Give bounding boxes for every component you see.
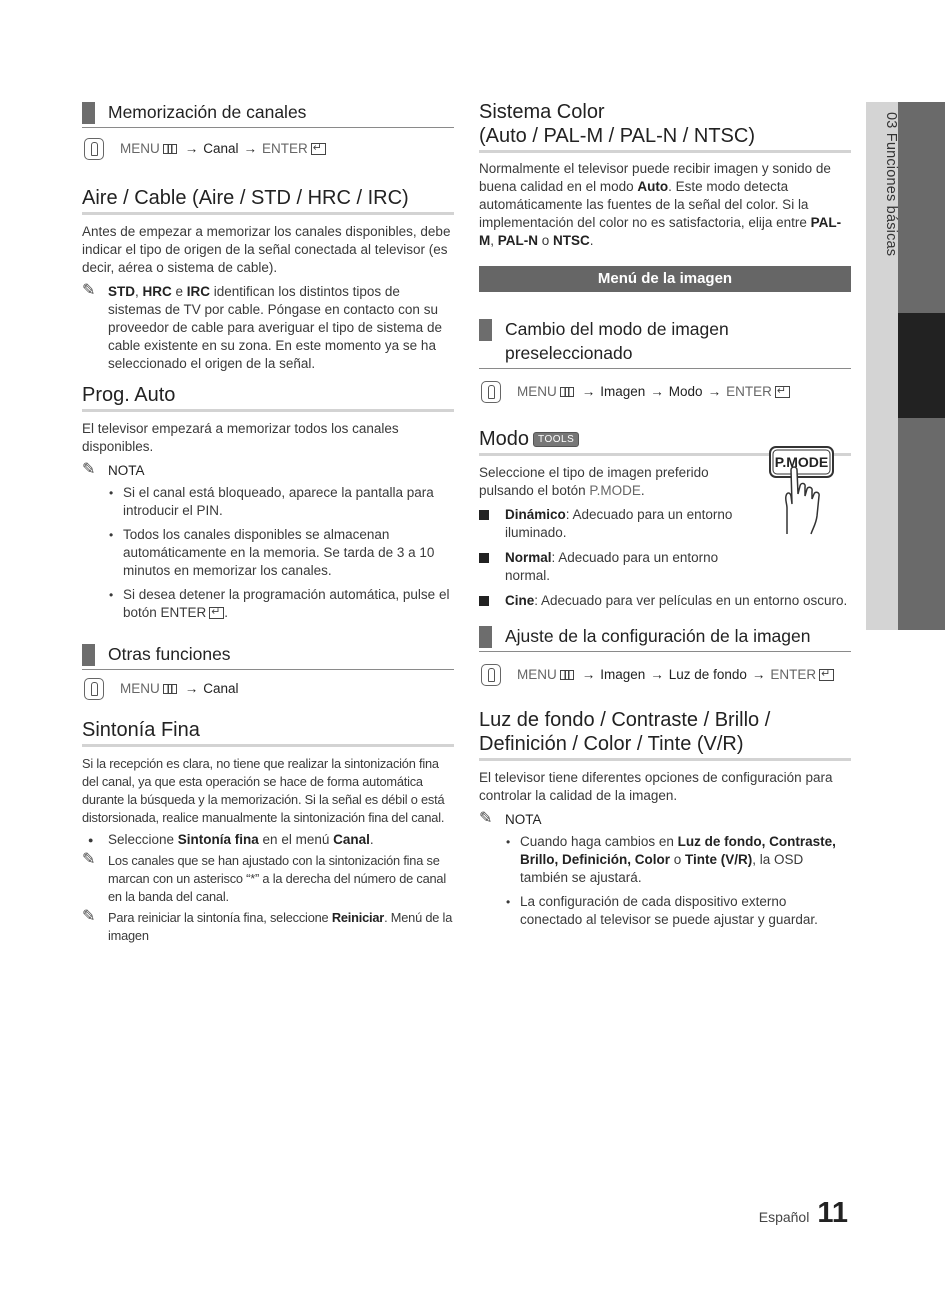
menu-icon [560, 387, 574, 397]
heading-prog-auto: Prog. Auto [82, 383, 454, 412]
menu-icon [163, 684, 177, 694]
section-heading-cambio: Cambio del modo de imagen preseleccionado [479, 317, 851, 369]
side-tab-marker [898, 313, 945, 418]
pencil-note-icon: ✎ [82, 282, 96, 299]
footer-language: Español [758, 1209, 810, 1225]
menu-icon [163, 144, 177, 154]
paragraph: El televisor tiene diferentes opciones de configuración para controlar la calidad de la imagen. [479, 770, 833, 803]
note: ✎ Para reiniciar la sintonía fina, seleccione Reiniciar. Menú de la imagen [82, 908, 453, 943]
paragraph: Si la recepción es clara, no tiene que realizar la sintonización fina del canal, ya que esta operación se hace de forma automática durante la búsqueda y la memorización. Si la señal es débil o está distorsionada, realice manualmente la sintonización fina del canal. [82, 756, 445, 825]
menu-icon [560, 670, 574, 680]
remote-hand-icon [84, 138, 104, 160]
list-item: • Todos los canales disponibles se almacenan automáticamente en la memoria. Se tarda de 3 a 10 minutos en memorizar los canales. [82, 526, 454, 580]
page-number: 11 [817, 1197, 848, 1229]
section-heading-ajuste: Ajuste de la configuración de la imagen [479, 624, 851, 652]
list-item: Cine: Adecuado para ver películas en un entorno oscuro. [479, 592, 851, 610]
menu-path: MENU → Canal → ENTER ↵ [82, 134, 454, 164]
enter-icon [819, 669, 834, 681]
enter-icon [311, 143, 326, 155]
list-item: • Cuando haga cambios en Luz de fondo, Contraste, Brillo, Definición, Color o Tinte (V/R), la OSD también se ajustará. [479, 833, 851, 887]
remote-hand-icon [481, 381, 501, 403]
pencil-note-icon: ✎ [82, 908, 96, 925]
pmode-hand-icon [769, 446, 835, 536]
section-heading-memorizacion: Memorización de canales [82, 100, 454, 128]
list-item: • Si desea detener la programación automática, pulse el botón ENTER↵ . [82, 586, 454, 622]
left-column [82, 100, 454, 945]
note: ✎ STD, HRC e IRC identifican los distintos tipos de sistemas de TV por cable. Póngase en contacto con su proveedor de cable para averiguar el tipo de sistema de cable existente en su zona. En este momento ya se ha seleccionado el origen de la señal. [82, 282, 442, 371]
heading-sintonia-fina: Sintonía Fina [82, 718, 454, 747]
list-item: • La configuración de cada dispositivo externo conectado al televisor se puede ajustar y guardar. [479, 893, 851, 929]
nota-label: ✎ NOTA [479, 810, 542, 827]
enter-icon [209, 607, 224, 619]
remote-hand-icon [84, 678, 104, 700]
tools-badge: TOOLS [533, 432, 579, 447]
paragraph: Antes de empezar a memorizar los canales disponibles, debe indicar el tipo de origen de la señal conectada al televisor (es decir, aérea o sistema de cable). [82, 224, 451, 275]
bullet-list [479, 833, 851, 929]
list-item: ● Seleccione Sintonía fina en el menú Canal. [82, 831, 454, 849]
nota-label: ✎ NOTA [82, 461, 145, 478]
menu-path: MENU → Imagen → Luz de fondo → ENTER ↵ [479, 660, 851, 690]
pencil-note-icon: ✎ [82, 851, 96, 868]
menu-path: MENU → Imagen → Modo → ENTER ↵ [479, 377, 851, 407]
heading-sistema-color: Sistema Color (Auto / PAL-M / PAL-N / NTSC) [479, 100, 851, 153]
remote-hand-icon [481, 664, 501, 686]
list-item: Dinámico: Adecuado para un entorno iluminado. [479, 506, 755, 542]
enter-icon [775, 386, 790, 398]
paragraph: Normalmente el televisor puede recibir imagen y sonido de buena calidad en el modo Auto. Este modo detecta automáticamente las fuentes de la señal del color. Si la implementación del color no es satisfactoria, elija entre PAL-M, PAL-N o NTSC. [479, 161, 842, 248]
svg-text:P.MODE: P.MODE [774, 454, 829, 470]
pencil-note-icon: ✎ [82, 461, 96, 478]
heading-aire-cable: Aire / Cable (Aire / STD / HRC / IRC) [82, 186, 454, 215]
heading-modo: Modo TOOLS [479, 427, 851, 456]
list-item: • Si el canal está bloqueado, aparece la pantalla para introducir el PIN. [82, 484, 454, 520]
paragraph: Seleccione el tipo de imagen preferido pulsando el botón P.MODE. [479, 465, 709, 498]
note: ✎ Los canales que se han ajustado con la sintonización fina se marcan con un asterisco “*” a la derecha del número de canal en la banda del canal. [82, 851, 446, 904]
paragraph: El televisor empezará a memorizar todos los canales disponibles. [82, 421, 399, 454]
heading-luz-de-fondo: Luz de fondo / Contraste / Brillo / Definición / Color / Tinte (V/R) [479, 708, 851, 761]
page-footer [758, 1197, 848, 1229]
section-band: Menú de la imagen [479, 266, 851, 292]
list-item: Normal: Adecuado para un entorno normal. [479, 549, 755, 585]
pencil-note-icon: ✎ [479, 810, 493, 827]
bullet-list [82, 484, 454, 622]
menu-path: MENU → Canal [82, 674, 454, 704]
chapter-tab-label: 03 Funciones básicas [883, 112, 899, 257]
section-heading-otras: Otras funciones [82, 642, 454, 670]
pmode-button-illustration [769, 446, 835, 536]
